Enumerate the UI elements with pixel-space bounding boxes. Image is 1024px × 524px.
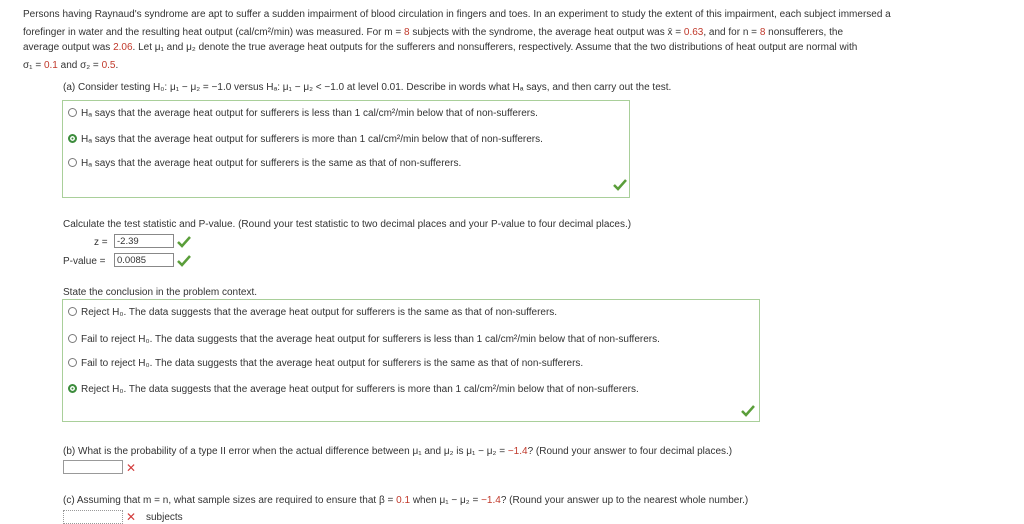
ha-option-same[interactable]: Hₐ says that the average heat output for sufferers is the same as that of non-sufferers. (68, 158, 461, 169)
problem-line-1: Persons having Raynaud's syndrome are apt to suffer a sudden impairment of blood circulation in fingers and toes. In an experiment to study the extent of this impairment, each subject immersed a (23, 9, 891, 20)
calc-prompt: Calculate the test statistic and P-value. (Round your test statistic to two decimal places and your P-value to four decimal places.) (63, 219, 632, 230)
incorrect-x-icon: ✕ (126, 510, 137, 524)
part-c-prompt: (c) Assuming that m = n, what sample sizes are required to ensure that β = 0.1 when μ₁ − μ₂ = −1.4? (Round your answer up to the nearest whole number.) (63, 495, 749, 506)
radio-icon[interactable] (68, 108, 77, 117)
radio-icon[interactable] (68, 334, 77, 343)
correct-check-icon (613, 179, 627, 191)
conclusion-option-3[interactable]: Fail to reject H₀. The data suggests that the average heat output for sufferers is the same as that of non-sufferers. (68, 358, 583, 369)
conclusion-option-4[interactable]: Reject H₀. The data suggests that the average heat output for sufferers is more than 1 cal/cm²/min below that of non-sufferers. (68, 384, 639, 395)
subjects-unit-label: subjects (146, 512, 183, 523)
radio-icon[interactable] (68, 158, 77, 167)
p-value-input[interactable]: 0.0085 (114, 253, 174, 267)
part-b-prompt: (b) What is the probability of a type II error when the actual difference between μ₁ and μ₂ is μ₁ − μ₂ = −1.4? (Round your answer to four decimal places.) (63, 446, 733, 457)
radio-selected-icon[interactable] (68, 384, 77, 393)
sample-size-input[interactable] (63, 510, 123, 524)
z-label: z = (94, 237, 108, 248)
ha-option-less[interactable]: Hₐ says that the average heat output for sufferers is less than 1 cal/cm²/min below that of non-sufferers. (68, 108, 538, 119)
conclusion-option-2[interactable]: Fail to reject H₀. The data suggests that the average heat output for sufferers is less than 1 cal/cm²/min below that of non-sufferers. (68, 334, 660, 345)
hypothesis-options-box (62, 100, 630, 198)
radio-icon[interactable] (68, 307, 77, 316)
ha-option-more[interactable]: Hₐ says that the average heat output for sufferers is more than 1 cal/cm²/min below that of non-sufferers. (68, 134, 543, 145)
radio-selected-icon[interactable] (68, 134, 77, 143)
conclusion-option-1[interactable]: Reject H₀. The data suggests that the average heat output for sufferers is the same as that of non-sufferers. (68, 307, 557, 318)
conclusion-prompt: State the conclusion in the problem context. (63, 287, 258, 298)
conclusion-options-box (62, 299, 760, 422)
radio-icon[interactable] (68, 358, 77, 367)
problem-line-4: σ₁ = 0.1 and σ₂ = 0.5. (23, 60, 119, 71)
part-a-prompt: (a) Consider testing H₀: μ₁ − μ₂ = −1.0 versus Hₐ: μ₁ − μ₂ < −1.0 at level 0.01. Describe in words what Hₐ says, and then carry out the test. (63, 82, 672, 93)
correct-check-icon (177, 255, 191, 267)
p-value-label: P-value = (63, 256, 106, 267)
problem-line-2: forefinger in water and the resulting heat output (cal/cm²/min) was measured. For m = 8 subjects with the syndrome, the average heat output was x̄ = 0.63, and for n = 8 nonsufferers, the (23, 27, 844, 38)
type-ii-error-input[interactable] (63, 460, 123, 474)
z-input[interactable]: -2.39 (114, 234, 174, 248)
incorrect-x-icon: ✕ (126, 461, 137, 475)
problem-line-3: average output was 2.06. Let μ₁ and μ₂ denote the true average heat outputs for the sufferers and nonsufferers, respectively. Assume that the two distributions of heat output are normal with (23, 42, 858, 53)
correct-check-icon (177, 236, 191, 248)
correct-check-icon (741, 405, 755, 417)
